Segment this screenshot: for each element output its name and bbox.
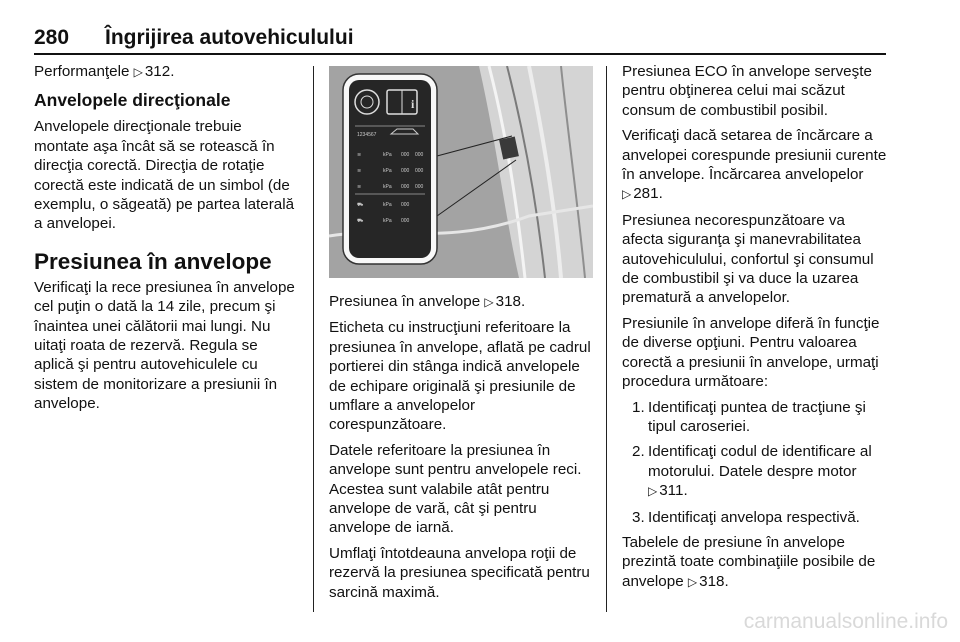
column-divider [313, 66, 314, 612]
column-1 [34, 62, 300, 420]
page-title: Îngrijirea autovehiculului [105, 26, 354, 49]
svg-text:kPa: kPa [383, 202, 392, 208]
page-ref-icon: ▷ [484, 295, 494, 309]
performance-ref: Performanţele ▷ 312. [34, 63, 175, 80]
page-ref-icon: ▷ [622, 187, 632, 202]
page-ref-link[interactable]: 318. [699, 572, 729, 590]
page-ref-icon: ▷ [687, 574, 698, 589]
figure-caption: Presiunea în anvelope ▷ 318. [329, 293, 526, 310]
section-heading-directional-tyres: Anvelopele direcţionale [34, 90, 231, 111]
page-ref-icon: ▷ [133, 65, 143, 79]
svg-text:000: 000 [415, 184, 424, 190]
svg-text:000: 000 [401, 168, 410, 174]
svg-text:000: 000 [401, 202, 410, 208]
svg-text:kPa: kPa [383, 168, 392, 174]
paragraph-pressure-tables: Tabelele de presiune în anvelope prezintă toate combinaţiile posibile de anvelope ▷ 318. [622, 533, 876, 590]
svg-text:000: 000 [401, 152, 410, 158]
paragraph-tyre-pressure: Verificaţi la rece presiunea în anvelope cel puţin o dată la 14 zile, precum şi înaintea unei călătorii mai lungi. Nu uitaţi roata de rezervă. Regula se aplică şi pentru autovehiculele cu sistem de monitorizare a presiunii în anvelope. [34, 278, 295, 413]
header-divider [34, 53, 886, 55]
door-frame-drawing [329, 66, 593, 278]
watermark: carmanualsonline.info [743, 610, 948, 633]
svg-text:≋: ≋ [357, 168, 362, 174]
page-header [34, 26, 886, 52]
svg-text:kPa: kPa [383, 184, 392, 190]
svg-text:kPa: kPa [383, 218, 392, 224]
paragraph-label-location: Eticheta cu instrucţiuni referitoare la presiunea în anvelope, aflată pe cadrul portierei din stânga indică anvelopele de echipare originală şi presiunile de umflare a anvelopelor corespunzătoare. [329, 319, 591, 434]
list-item: 1. Identificaţi puntea de tracţiune şi tipul caroseriei. [632, 398, 866, 435]
section-heading-tyre-pressure: Presiunea în anvelope [34, 248, 272, 274]
procedure-steps [622, 398, 890, 527]
list-item: 2. Identificaţi codul de identificare al motorului. Datele despre motor ▷ 311. [632, 443, 872, 500]
page-ref-link[interactable]: 318. [495, 293, 526, 310]
page-ref-link[interactable]: 311. [659, 482, 688, 500]
column-2 [329, 62, 595, 608]
column-divider [606, 66, 607, 612]
list-item: 3. Identificaţi anvelopa respectivă. [632, 508, 860, 526]
svg-text:1234567: 1234567 [357, 132, 377, 138]
svg-text:≋: ≋ [357, 152, 362, 158]
page-ref-link[interactable]: 281. [633, 185, 663, 203]
paragraph-procedure-intro: Presiunile în anvelope diferă în funcţie de diverse opţiuni. Pentru valoarea corectă a presiunii în anvelope, urmaţi procedura următoare: [622, 314, 880, 391]
svg-text:000: 000 [401, 184, 410, 190]
paragraph-cold-tyres: Datele referitoare la presiunea în anvelope sunt pentru anvelopele reci. Acestea sunt valabile atât pentru anvelope de vară, cât şi pentru anvelope de iarnă. [329, 441, 582, 537]
svg-text:i: i [411, 97, 415, 111]
tyre-pressure-label-illustration [329, 66, 593, 278]
paragraph-incorrect-pressure: Presiunea necorespunzătoare va afecta siguranţa şi manevrabilitatea autovehiculului, confortul şi consumul de combustibil şi va duce la uzarea prematură a anvelopelor. [622, 211, 874, 307]
svg-text:⛟: ⛟ [357, 218, 364, 224]
paragraph-directional-tyres: Anvelopele direcţionale trebuie montate aşa încât să se rotească în direcţia corectă. Direcţia de rotaţie corectă este indicată de un simbol (de exemplu, o săgeată) pe partea laterală a anvelopei. [34, 118, 295, 233]
page-ref-link[interactable]: 312. [144, 63, 175, 80]
page-ref-icon: ▷ [648, 484, 658, 499]
paragraph-load-setting: Verificaţi dacă setarea de încărcare a anvelopei corespunde presiunii curente în anvelope. Încărcarea anvelopelor ▷ 281. [622, 127, 887, 203]
paragraph-eco-pressure: Presiunea ECO în anvelope serveşte pentru obţinerea celui mai scăzut consum de combustibil posibil. [622, 63, 872, 119]
svg-text:000: 000 [401, 218, 410, 224]
svg-text:000: 000 [415, 168, 424, 174]
svg-text:≋: ≋ [357, 184, 362, 190]
paragraph-spare-wheel: Umflaţi întotdeauna anvelopa roţii de rezervă la presiunea specificată pentru sarcină maximă. [329, 544, 590, 601]
column-3 [622, 62, 890, 598]
svg-text:000: 000 [415, 152, 424, 158]
page-number: 280 [34, 26, 70, 49]
svg-text:⛟: ⛟ [357, 202, 364, 208]
svg-text:kPa: kPa [383, 152, 392, 158]
